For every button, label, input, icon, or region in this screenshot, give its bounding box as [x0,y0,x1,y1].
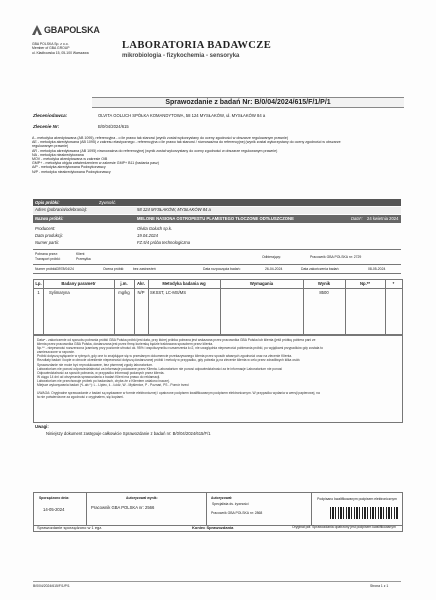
table-cell [148,288,221,335]
batch-label: Numer partii: [35,240,59,245]
table-cell [303,288,346,335]
sample-meta-row [33,264,401,274]
row-result: 8500 [319,290,329,295]
notes-block [33,334,403,423]
row-lp: 1 [37,290,40,295]
legend-line: A/P - metodyka akredytowana Podwykonawcy [32,165,106,170]
col-accr: Akr. [134,280,149,289]
sample-name-value: MELONE NASIONA OSTROPESTU PLAMISTEGO TŁOCZONE ODTŁUSZCZONE [137,216,294,221]
sample-name-row [33,215,401,223]
sample-address-value: 58 124 MYSŁAKÓW, MYSŁAKÓW 84 a [137,207,211,212]
received-by-value: Pracownik GBA POLSKA nr: 2729 [310,255,362,259]
gba-logo-icon [32,25,42,35]
legend-line: AR - metodyka akredytowana (AB 1095) równoważna do referencyjnej (wynik został wykorzystany do oceny zgodności w obszarze regulowanym prawnie) [32,148,278,153]
end-label: Data zakończenia badań: [301,267,340,271]
barcode-icon [330,507,398,519]
sample-eval-label: Ocena próbki: [103,267,125,271]
divider [33,249,401,250]
note-line: zamieszczone w raporcie. [37,350,75,355]
table-cell [220,288,304,335]
row-accr: N/P [137,290,145,295]
note-line: klienta przez pracownika GBA Polska, dostarczana jest przez firmę kurierską będzie traktowana sposobem przez klienta. [37,342,214,347]
gba-logo [32,24,100,36]
authorized-value: Pracownik GBA POLSKA nr: 2566 [91,505,155,510]
row-parameter: Sylimaryna [49,290,70,295]
received-label: Odbierający: [262,255,282,259]
prepared-label: Sporządzono dnia: [39,496,70,500]
signature-note: Podpisano kwalifikowanym podpisem elektronicznym [317,497,397,501]
footer-right: Oryginał pdf. Sprawozdania opatrzony jest podpisem kwalifikowanym [292,525,396,529]
footer-left: Sprawozdanie sporządzono w 1 egz. [37,525,103,530]
doc-id: B/0/04/2024/615/F/1/P/1 [33,584,70,588]
client-value: OLVITA GOLUCH SPÓŁKA KOMANDYTOWA, 58 124 MYSŁAKÓW, ul. MYSŁAKÓW 84 a [98,113,266,118]
sample-eval-value: bez zastrzeżeń [133,267,156,271]
sample-header-label: Opis próbki: [35,200,60,205]
start-value: 26-04-2024 [265,267,283,271]
producer-value: Olvita Goluch sp.k. [137,226,173,231]
legend-line: AE - metodyka akredytowana (AB 1095) z zakresu elastycznego - referencyjna o ile prawo tak stanowi / równoważna do referencyjnej (wynik został wykorzystany do oceny zgodności w obszarze [32,140,341,145]
sample-header-value: Zywność [99,200,116,205]
batch-value: FZ.5/4 próba technologiczna [137,240,191,245]
address-line: ul. Kładbowska 15, 05-100 Warszawa [32,50,89,55]
approved-role: Specjalista ds. żywności [212,502,249,506]
legend-line: MOV - metodyka akredytowana w zakresie OiB [32,157,108,162]
sample-no-value: 43978/04/24 [55,267,74,271]
note-line: W ciągu 14 dni od otrzymania sprawozdania z badań Klient ma prawo do reklamacji. [37,374,161,379]
table-cell [43,288,115,335]
note-line: Laboratorium nie ponosi odpowiedzialności za informacje podawane przez Klienta. Laboratorium nie ponosi odpowiedzialności za te informacje Laboratorium nie ponosi [37,366,283,371]
end-value: 08-05-2024 [368,267,386,271]
signature-block [33,492,403,526]
col-requirement: Wymagania [220,280,304,289]
note-line: Próbki dotyczą wyłącznie w rybnych, gdy one to znajdujące się w przesłanym dokumencie przekazywanego klienta przez sposób własnych zgodności oraz na zlecenie Klienta. [37,354,293,359]
note-line: Dataᵃ - zakończenie od sposobu pobrania próbki GBA Polska próbki jest data, przy której próbka pobrana jest wskazana przez pracownika GBA Polska lub klienta (jeśli próbkę pobiera pani ze [37,338,316,342]
sample-header [33,199,401,206]
sample-address-label: Adres (pobrania/odebrania): [35,207,88,212]
report-title: Sprawozdanie z badań Nr: B/0/04/2024/615/F/1/P/1 [92,97,404,108]
legend-line: A - metodyka akredytowana (AB 1095), referencyjna - o ile prawo tak stanowi (wynik został wykorzystany do oceny zgodności w obszarze regulowanym prawnie) [32,136,289,140]
lab-title: LABORATORIA BADAWCZE [122,40,272,51]
prod-date-label: Data produkcji: [35,233,63,238]
company-address [32,42,112,55]
approved-value: Pracownik GBA POLSKA nr: 2868 [211,511,263,515]
client-label: Zleceniodawca: [33,113,68,118]
col-lp: Lp. [34,280,44,289]
lab-subtitle: mikrobiologia - fizykochemia - sensoryka [122,53,240,59]
transport-value: Przesyłka [76,257,91,261]
legend-line: NA - metodyka nieakredytowana [32,152,84,157]
col-unit: j.m. [114,280,135,289]
page-number: Strona 1 z 1 [370,584,389,588]
legend-line: N/P - metodyka nieakredytowana Podwykonawcy [32,169,111,174]
sample-address-row [33,207,401,214]
note-line: Np.** - niepewność rozszerzona (zamiany przy poziomie ufności ok. 95% i współczynniku rozszerzenia k=2, nie uwzględnia niepewności pobierania próbki, po wyjątkami przypadków gdy została to [37,346,323,351]
note-line: ta nie potwierdzone za zgodność z oryginałem, się kopiami. [37,395,124,400]
approved-label: Autoryzował: [211,496,233,500]
note-line: Odpowiedzialność za sposób pobrania, w przypadku informacji podanych przez klienta. [37,370,165,375]
prod-date-value: 19.04.2024 [137,233,158,238]
legend-line: GMP+ - metodyka objęta zatwierdzeniem w zakresie GMP+ B11 (badania pasz) [32,161,159,166]
authorized-label: Autoryzował wynik: [126,496,158,500]
address-line: Member of GBA GROUP [32,46,70,51]
col-result: Wynik [303,280,346,289]
note-line: Rezultaty badań i kopie w obrocie określenie niepewności dotyczą dostarczanej próbki i metody w przypadku, gdy pobrała ją na zlecenie klienta w celu przez zdradliwych kilka osób. [37,358,301,363]
bottom-rule [33,581,401,582]
footer-center: Koniec Sprawozdania [192,525,234,530]
accreditation-legend [32,136,400,174]
start-label: Data rozpoczęcia badań: [203,267,241,271]
transport-label: Transport próbki: [35,257,61,261]
row-method: SKSST, LC-MS/MS [150,290,187,295]
results-table [33,279,403,336]
note-line: UWAGA: Oryginalne sprawozdanie z badań są wydawane w formie elektronicznej i opatrzone podpisem kwalifikowanym podpisem elektronicznym. W przypadku wydania w wersji papierowej, na [37,391,320,396]
note-line: Miejsce wykonywania badań (*L.ab.*): L - Lipiec, Ł - Łódź, W - Myślenice, P - Poznań, PS - Pomór trzeci [37,383,189,388]
table-cell [114,288,135,335]
sampled-by-label: Pobrana przez: [35,252,58,256]
sampled-by-value: Klient [76,252,85,256]
prepared-value: 14-05-2024 [43,507,65,512]
sample-date-value: 24 kwietnia 2024 [367,216,399,221]
legend-line: regulowanym prawnie) [32,144,69,149]
logo-text: GBAPOLSKA [44,25,100,35]
remarks-label: Uwagi: [35,424,49,429]
sample-name-label: Nazwa próbki: [35,216,64,221]
note-line: Sprawozdanie nie może być reprodukowane, bez pisemnej zgody laboratorium. [37,362,154,367]
sample-no-label: Numer próbki: [35,267,57,271]
remarks-value: Niniejszy dokument zastępuje całkowicie Sprawozdanie z badań nr: B/0/04/2024/615/F/1 [46,431,211,436]
order-label: Zlecenie Nr: [33,124,60,129]
approved-col [206,493,312,525]
prepared-col [34,493,87,525]
row-unit: mg/kg [118,290,130,295]
producer-label: Producent: [35,226,56,231]
authorized-col [86,493,207,525]
table-cell [134,288,149,335]
col-parameter: Badany parametr [43,280,115,289]
address-line: GBA POLSKA Sp. z o.o. [32,42,69,46]
note-line: Laboratorium nie przechowuje próbek po badaniach, chyba że z Klientem ustalono inaczej. [37,378,170,383]
order-value: B/0/04/2024/615 [98,124,129,129]
table-cell [385,288,402,335]
table-cell [345,288,386,335]
col-method: Metodyka badania wg [148,280,221,289]
sample-date-label: Data*: [351,216,363,221]
col-star: * [385,280,402,289]
col-np: Np.** [345,280,386,289]
notes-text [37,338,399,399]
report-footer [33,524,403,532]
